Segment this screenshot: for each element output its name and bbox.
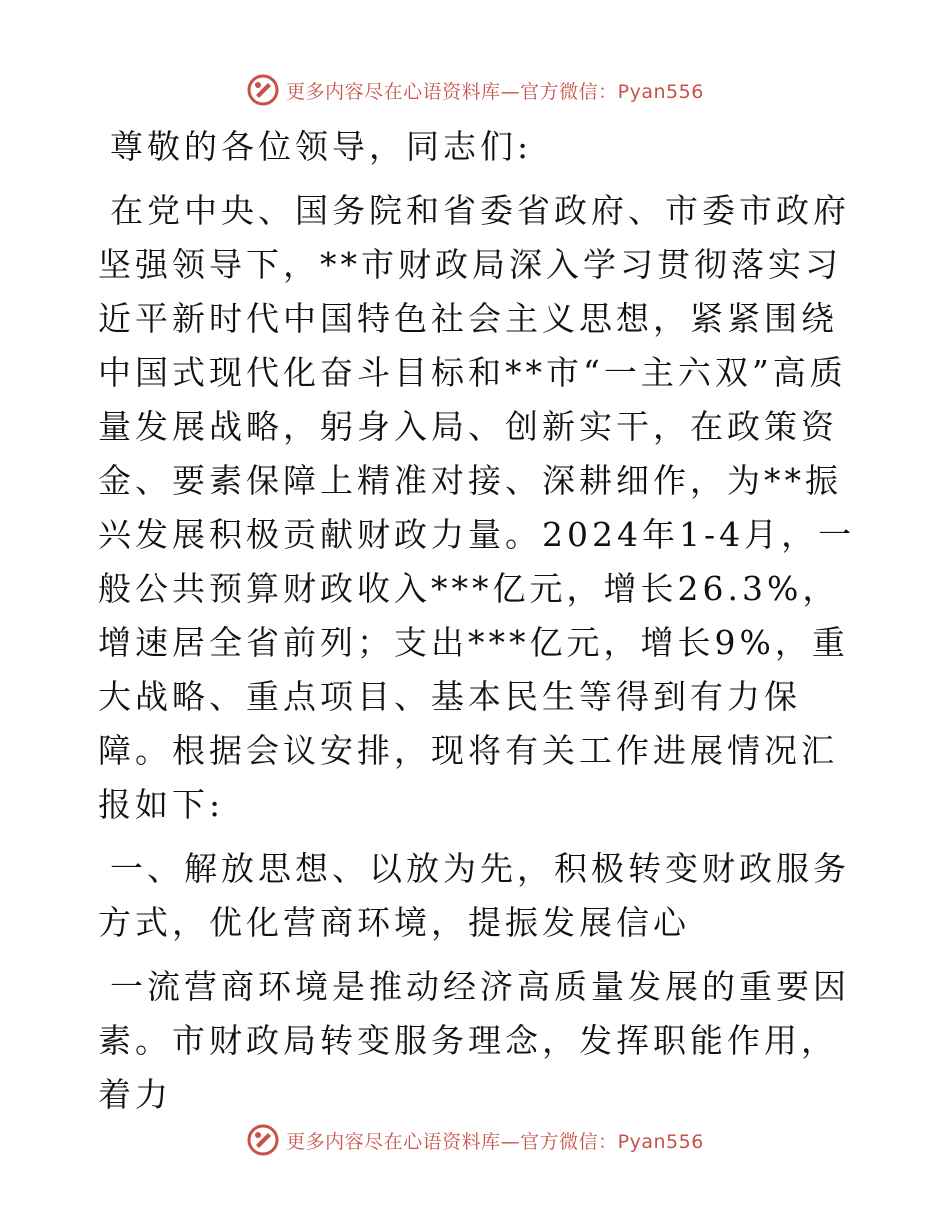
footer-banner	[0, 1120, 950, 1160]
logo-icon	[246, 1123, 280, 1157]
footer-banner-text: 更多内容尽在心语资料库—官方微信：Pyan556	[286, 1130, 704, 1153]
salutation: 尊敬的各位领导，同志们:	[110, 127, 533, 166]
logo-icon	[246, 73, 280, 107]
document-body	[98, 120, 858, 1122]
header-banner-text: 更多内容尽在心语资料库—官方微信：Pyan556	[286, 80, 704, 103]
paragraph-section-1: 一流营商环境是推动经济高质量发展的重要因素。市财政局转变服务理念，发挥职能作用，着力	[98, 967, 850, 1114]
section-heading-1: 一、解放思想、以放为先，积极转变财政服务方式，优化营商环境，提振发展信心	[98, 849, 850, 942]
paragraph-intro: 在党中央、国务院和省委省政府、市委市政府坚强领导下，**市财政局深入学习贯彻落实习近平新时代中国特色社会主义思想，紧紧围绕中国式现代化奋斗目标和**市“一主六双”高质量发展战略，躬身入局、创新实干，在政策资金、要素保障上精准对接、深耕细作，为**振兴发展积极贡献财政力量。2024年1-4月，一般公共预算财政收入***亿元，增长26.3%，增速居全省前列；支出***亿元，增长9%，重大战略、重点项目、基本民生等得到有力保障。根据会议安排，现将有关工作进展情况汇报如下:	[98, 191, 856, 824]
header-banner	[0, 70, 950, 110]
